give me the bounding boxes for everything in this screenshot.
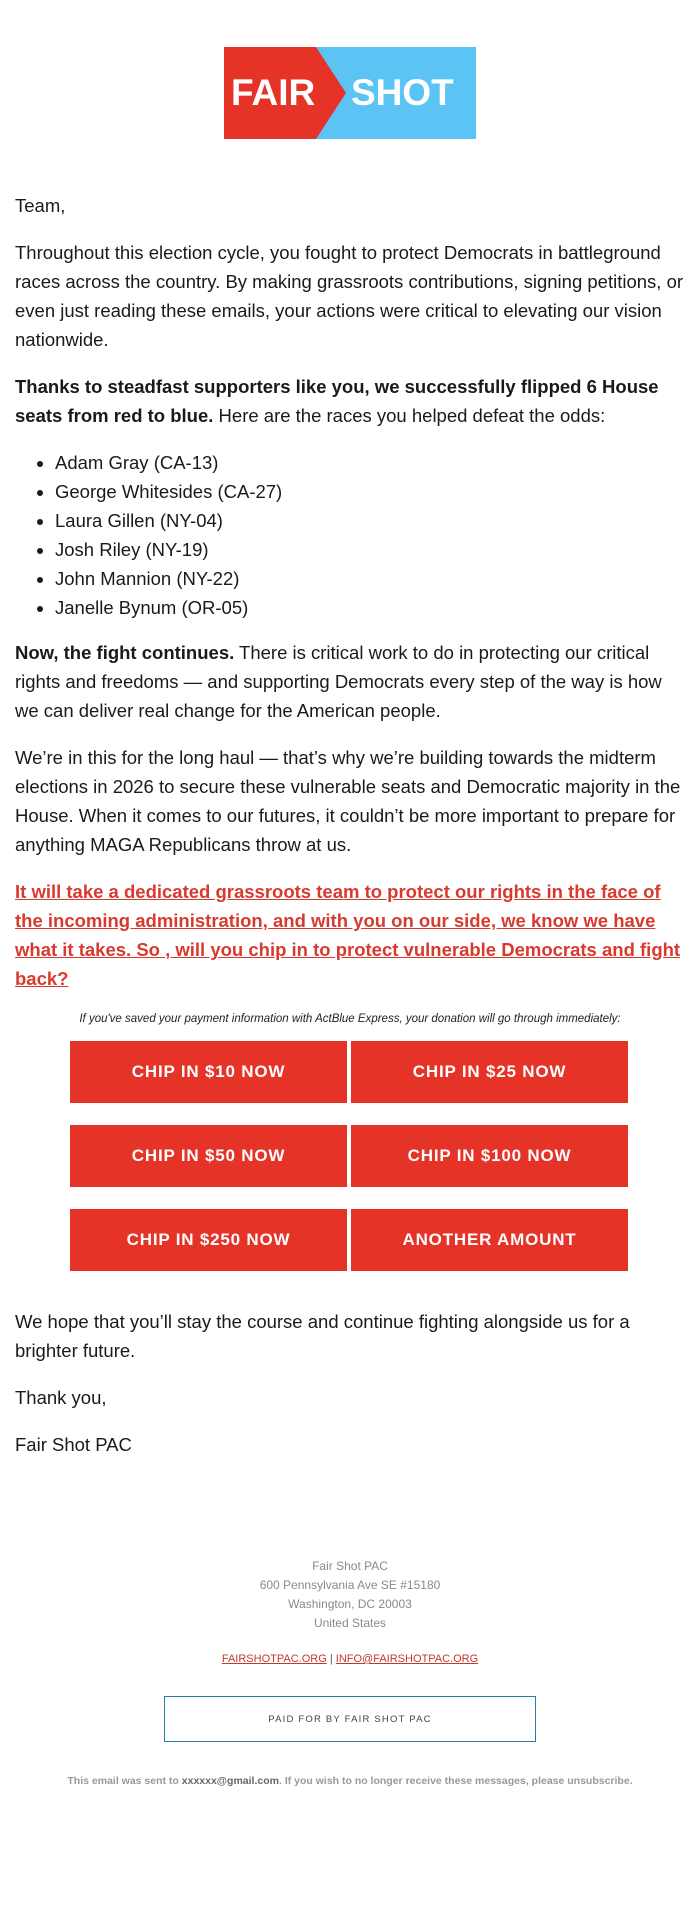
logo-header	[0, 0, 700, 139]
footer-org: Fair Shot PAC	[312, 1559, 388, 1573]
website-link[interactable]: FAIRSHOTPAC.ORG	[221, 1653, 327, 1665]
signature: Fair Shot PAC	[15, 1434, 132, 1455]
footer-address-line2: Washington, DC 20003	[288, 1597, 412, 1611]
recipient-email: xxxxxx@gmail.com	[181, 1775, 279, 1787]
flipped-bold: Thanks to steadfast supporters like you, we successfully flipped 6 House seats from red to blue.	[15, 376, 659, 426]
fair-shot-logo[interactable]	[224, 47, 476, 139]
list-item: • Janelle Bynum (OR-05)	[55, 593, 685, 622]
another-amount-button[interactable]: ANOTHER AMOUNT	[351, 1209, 628, 1271]
unsub-suffix[interactable]: . If you wish to no longer receive these messages, please unsubscribe.	[278, 1775, 633, 1787]
unsub-prefix: This email was sent to	[67, 1775, 182, 1787]
chip-in-link[interactable]: It will take a dedicated grassroots team to protect our rights in the face of the incoming administration, and with you on our side, we know we have what it takes. So , will you chip in to protect vulnerable Democrats and fight back?	[15, 881, 681, 989]
chip-in-100-button[interactable]: CHIP IN $100 NOW	[351, 1125, 628, 1187]
footer-links	[0, 1650, 700, 1669]
list-item: • John Mannion (NY-22)	[55, 564, 685, 593]
list-item: • George Whitesides (CA-27)	[55, 477, 685, 506]
paid-for-box: PAID FOR BY FAIR SHOT PAC	[164, 1696, 536, 1742]
list-item: • Laura Gillen (NY-04)	[55, 506, 685, 535]
paragraph-long-haul: We’re in this for the long haul — that’s why we’re building towards the midterm elections in 2026 to secure these vulnerable seats and Democratic majority in the House. When it comes to our futures, it couldn’t be more important to prepare for anything MAGA Republicans throw at us.	[15, 747, 681, 855]
footer-address-line1: 600 Pennsylvania Ave SE #15180	[259, 1578, 441, 1592]
donation-buttons	[70, 1041, 630, 1271]
footer-country: United States	[313, 1616, 387, 1630]
paragraph-hope: We hope that you’ll stay the course and continue fighting alongside us for a brighter future.	[15, 1311, 630, 1361]
logo-text-fair: FAIR	[231, 72, 316, 113]
paragraph-flipped	[15, 372, 685, 430]
footer	[0, 1557, 700, 1791]
list-item: • Josh Riley (NY-19)	[55, 535, 685, 564]
actblue-express-note: If you've saved your payment information with ActBlue Express, your donation will go through immediately:	[79, 1013, 621, 1025]
chip-in-250-button[interactable]: CHIP IN $250 NOW	[70, 1209, 347, 1271]
unsubscribe-notice	[0, 1772, 700, 1791]
flipped-rest: Here are the races you helped defeat the odds:	[213, 405, 606, 426]
continues-rest: There is critical work to do in protecting our critical rights and freedoms — and supporting Democrats every step of the way is how we can deliver real change for the American people.	[15, 642, 662, 721]
logo-text-shot: SHOT	[351, 72, 454, 113]
paragraph-continues	[15, 638, 685, 725]
link-separator: |	[329, 1653, 333, 1665]
fair-shot-logo-graphic	[224, 47, 476, 139]
signoff: Thank you,	[15, 1387, 107, 1408]
greeting: Team,	[15, 195, 66, 216]
email-body	[0, 191, 700, 1459]
continues-bold: Now, the fight continues.	[15, 642, 235, 663]
paragraph-cycle: Throughout this election cycle, you fought to protect Democrats in battleground races across the country. By making grassroots contributions, signing petitions, or even just reading these emails, your actions were critical to elevating our vision nationwide.	[15, 242, 684, 350]
email-link[interactable]: INFO@FAIRSHOTPAC.ORG	[335, 1653, 479, 1665]
chip-in-10-button[interactable]: CHIP IN $10 NOW	[70, 1041, 347, 1103]
chip-in-50-button[interactable]: CHIP IN $50 NOW	[70, 1125, 347, 1187]
chip-in-25-button[interactable]: CHIP IN $25 NOW	[351, 1041, 628, 1103]
list-item: • Adam Gray (CA-13)	[55, 448, 685, 477]
races-list	[15, 448, 685, 622]
